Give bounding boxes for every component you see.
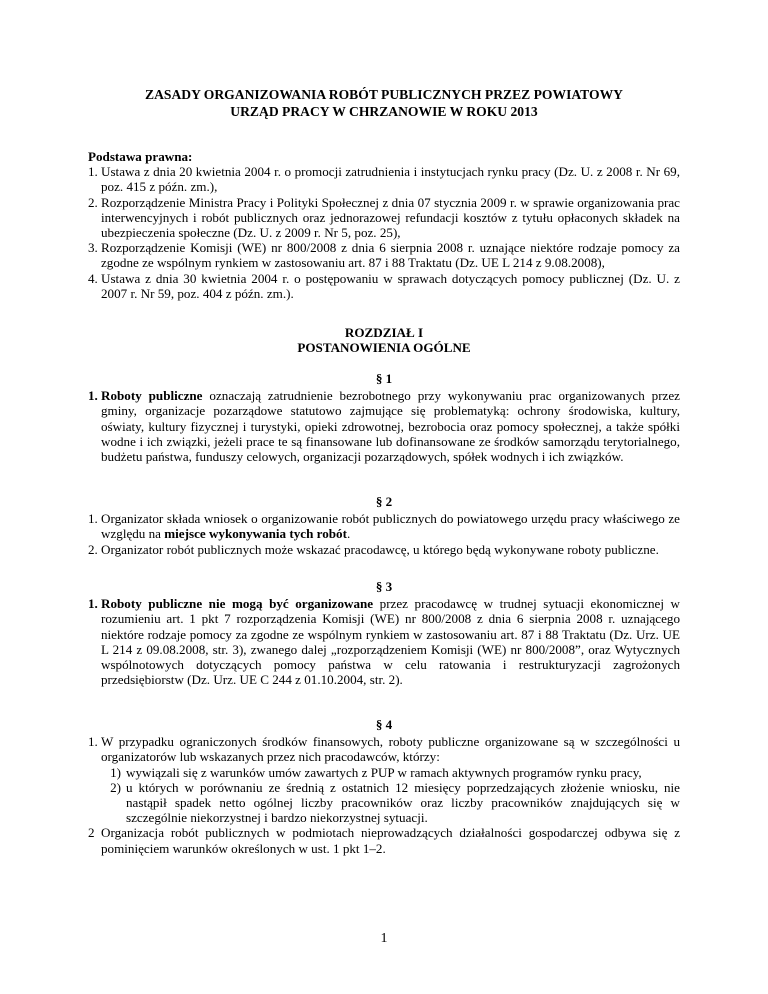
page-number: 1 [380,931,388,946]
chapter-heading [0,325,768,355]
sub-item-text: wywiązali się z warunków umów zawartych z PUP w ramach aktywnych programów rynku pracy, [126,764,642,780]
section-item [88,542,680,557]
bold-term: Roboty publiczne [101,388,203,404]
sub-item-number: 1) [110,764,121,780]
bold-term: Roboty publiczne nie mogą być organizowane [101,596,374,612]
section-2 [88,494,680,557]
item-number: 2. [88,541,98,557]
item-number: 1. [88,734,98,750]
item-text [101,388,680,464]
sub-item-text: u których w porównaniu ze średnią z ostatnich 12 miesięcy poprzedzających złożenie wniosku, nie nastąpił spadek netto ogólnej liczby pracowników oraz liczby pracowników znajdujących się w szczególnie niekorzystnej i bardzo niekorzystnej sytuacji. [126,779,680,826]
title-line-1: ZASADY ORGANIZOWANIA ROBÓT PUBLICZNYCH PRZEZ POWIATOWY [145,87,623,102]
section-item [88,734,680,764]
item-text: W przypadku ograniczonych środków finansowych, roboty publiczne organizowane są w szczególności u organizatorów lub wskazanych przez nich pracodawców, którzy: [101,734,680,765]
sub-item [101,765,680,780]
item-body: Organizator składa wniosek o organizowanie robót publicznych do powiatowego urzędu pracy właściwego ze względu na [101,511,680,542]
document-title [0,86,768,120]
item-number: 3. [88,240,98,256]
item-text [101,511,680,541]
section-1 [88,371,680,464]
item-number: 2 [88,825,95,841]
section-item [88,596,680,687]
legal-basis-item [88,240,680,270]
section-title: § 4 [375,717,393,732]
section-item [88,825,680,855]
item-number: 1. [88,164,98,180]
item-number: 4. [88,270,98,286]
legal-basis-item [88,271,680,301]
section-title: § 2 [375,494,393,509]
item-text [101,596,680,687]
chapter-title: POSTANOWIENIA OGÓLNE [297,340,471,356]
legal-basis-item [88,164,680,194]
item-number: 1. [88,596,98,612]
item-number: 1. [88,511,98,527]
section-title: § 3 [375,579,393,594]
section-title: § 1 [375,371,393,386]
item-number: 2. [88,194,98,210]
section-item [88,511,680,541]
section-4 [88,717,680,856]
sub-item [101,780,680,826]
section-3 [88,579,680,687]
item-end: . [346,526,351,542]
legal-basis [88,149,680,301]
legal-basis-item [88,195,680,241]
item-text: Organizacja robót publicznych w podmiotach nieprowadzących działalności gospodarczej odbywa się z pominięciem warunków określonych w ust. 1 pkt 1–2. [101,825,680,856]
item-text: Ustawa z dnia 20 kwietnia 2004 r. o promocji zatrudnienia i instytucjach rynku pracy (Dz. U. z 2008 r. Nr 69, poz. 415 z późn. zm.), [101,164,680,195]
item-text: Rozporządzenie Komisji (WE) nr 800/2008 z dnia 6 sierpnia 2008 r. uznające niektóre rodzaje pomocy za zgodne ze wspólnym rynkiem w zastosowaniu art. 87 i 88 Traktatu (Dz. UE L 214 z 9.08.2008), [101,240,680,271]
item-number: 1. [88,388,98,404]
section-item [88,388,680,464]
sub-item-number: 2) [110,779,121,795]
title-line-2: URZĄD PRACY W CHRZANOWIE W ROKU 2013 [230,104,538,119]
item-text: Ustawa z dnia 30 kwietnia 2004 r. o postępowaniu w sprawach dotyczących pomocy publicznej (Dz. U. z 2007 r. Nr 59, poz. 404 z późn. zm.). [101,270,680,301]
item-text: Organizator robót publicznych może wskazać pracodawcę, u którego będą wykonywane roboty publiczne. [101,541,659,557]
item-body: oznaczają zatrudnienie bezrobotnego przy wykonywaniu prac organizowanych przez gminy, organizacje pozarządowe statutowo zajmujące się problematyką: ochrony środowiska, kultury, oświaty, kultury fizycznej i turystyki, opieki zdrowotnej, bezrobocia oraz pomocy społecznej, a także spółki wodne i ich związki, jeżeli prace te są finansowane lub dofinansowane ze środków samorządu terytorialnego, budżetu państwa, funduszy celowych, organizacji pozarządowych, spółek wodnych i ich związków. [101,388,680,465]
legal-basis-label: Podstawa prawna: [88,149,193,164]
item-text: Rozporządzenie Ministra Pracy i Polityki Społecznej z dnia 07 stycznia 2009 r. w sprawie organizowania prac interwencyjnych i robót publicznych oraz jednorazowej refundacji kosztów z tytułu opłaconych składek na ubezpieczenia społeczne (Dz. U. z 2009 r. Nr 5, poz. 25), [101,194,680,241]
chapter-number: ROZDZIAŁ I [344,325,424,340]
bold-term: miejsce wykonywania tych robót [164,526,347,542]
item-body: przez pracodawcę w trudnej sytuacji ekonomicznej w rozumieniu art. 1 pkt 7 rozporządzenia Komisji (WE) nr 800/2008 z dnia 6 sierpnia 2008 r. uznającego niektóre rodzaje pomocy za zgodne ze wspólnym rynkiem w zastosowaniu art. 87 i 88 Traktatu (Dz. Urz. UE L 214 z 09.08.2008, str. 3), zwanego dalej „rozporządzeniem Komisji (WE) nr 800/2008”, oraz Wytycznych wspólnotowych dotyczących pomocy państwa w celu ratowania i restrukturyzacji zagrożonych przedsiębiorstw (Dz. Urz. UE C 244 z 01.10.2004, str. 2). [101,596,680,688]
